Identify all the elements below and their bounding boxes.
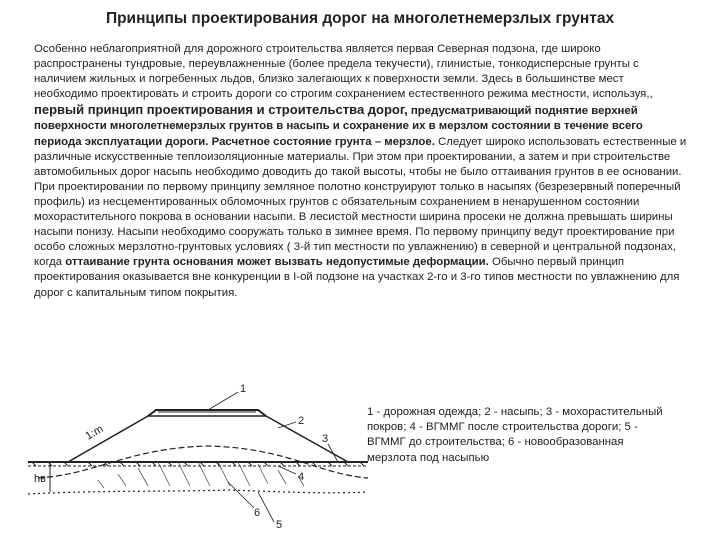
depth-label: hв	[34, 473, 46, 485]
paragraph-1-intro: Особенно неблагоприятной для дорожного строительства является первая Северная подзона, где широко распространены тундровые, переувлажненные (более предела текучести), глинистые, тонкодисперсные грунты с наличием жильных и погребенных льдов, близко залегающих к поверхности земли. Здесь в большинстве мест необходимо проектировать и строить дороги со строгим сохранением естественного режима местности, используя,,	[34, 43, 653, 101]
embankment-cross-section-figure	[28, 382, 368, 534]
leader-5	[258, 492, 274, 522]
label-1: 1	[240, 383, 247, 395]
paragraph-2	[34, 180, 690, 301]
page-title: Принципы проектирования дорог на многолетнемерзлых грунтах	[105, 10, 615, 27]
leader-1	[208, 392, 238, 410]
permafrost-table-before	[28, 490, 368, 494]
leader-3	[328, 444, 338, 462]
paragraph-2-text-b: Обычно первый принцип проектирования оказывается вне конкуренции в I-ой подзоне на участках 2-го и 3-го типов местности по увлажнению для дорог с капитальным типом покрытия.	[34, 256, 680, 299]
label-4: 4	[298, 471, 305, 483]
first-principle-definition: предусматривающий поднятие верхней поверхности многолетнемерзлых грунтов в насыпь и сохранение их в мерзлом состоянии в течение всего периода эксплуатации дороги. Расчетное состояние грунта – мерзлое.	[34, 105, 643, 148]
leader-4	[278, 466, 296, 474]
embankment-diagram	[28, 382, 368, 534]
figure-caption: 1 - дорожная одежда; 2 - насыпь; 3 - мохорастительный покров; 4 - ВГММГ после строительства дороги; 5 - ВГММГ до строительства; 6 - новообразованная мерзлота под насыпью	[367, 406, 663, 464]
main-text	[34, 42, 690, 301]
label-2: 2	[298, 415, 305, 427]
label-3: 3	[322, 433, 329, 445]
pavement-layer	[148, 410, 266, 416]
paragraph-2-text-a: При проектировании по первому принципу земляное полотно конструируют только в насыпях (безрезервный поперечный профиль) из несцементированных обломочных грунтов с обязательным сохранением в ненарушенном состоянии мохорастительного покрова в основании насыпи. В лесистой местности ширина просеки не должна превышать ширины насыпи понизу. Насыпи необходимо сооружать только в зимнее время. По первому принципу ведут проектирование при особо сложных мерзлотно-грунтовых условиях ( 3-й тип местности по увлажнению) в северной и центральной подзонах, когда	[34, 180, 681, 269]
first-principle-heading: первый принцип проектирования и строительства дорог,	[34, 102, 408, 118]
label-6: 6	[254, 507, 261, 519]
paragraph-1	[34, 42, 690, 180]
paragraph-2-bold: оттаивание грунта основания может вызвать недопустимые деформации.	[65, 256, 489, 269]
paragraph-1-rest: Следует широко использовать естественные и различные искусственные теплоизоляционные материалы. При этом при проектировании, а затем и при строительстве автомобильных дорог насыпь необходимо доводить до такой высоты, чтобы не было оттаивания грунтов в ее основании.	[34, 135, 687, 178]
label-5: 5	[276, 519, 283, 531]
embankment-outline	[68, 416, 348, 462]
slope-label: 1:m	[83, 423, 106, 443]
